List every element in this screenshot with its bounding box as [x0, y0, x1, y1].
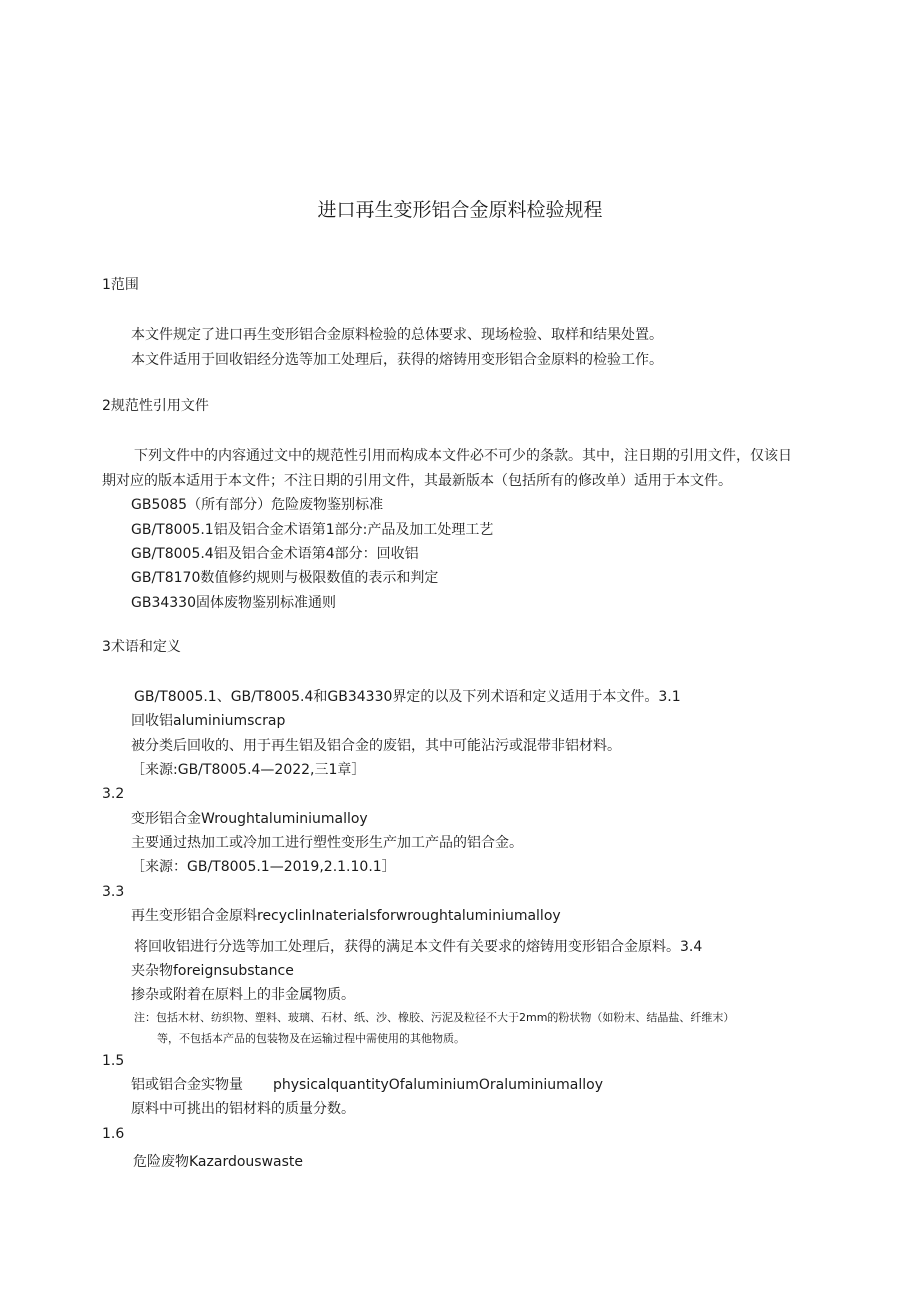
term-1-5-name-cn: 铝或铝合金实物量	[131, 1077, 243, 1093]
term-3-4-definition: 掺杂或附着在原料上的非金属物质。	[131, 987, 355, 1003]
section-3-heading: 3术语和定义	[102, 639, 181, 655]
term-1-5-number: 1.5	[102, 1053, 125, 1069]
term-3-2-source: ［来源：GB/T8005.1—2019,2.1.10.1］	[131, 859, 396, 875]
term-3-3-number: 3.3	[102, 884, 125, 900]
term-3-1-definition: 被分类后回收的、用于再生铝及铝合金的废铝，其中可能沾污或混带非铝材料。	[131, 738, 621, 754]
term-3-4-name: 夹杂物foreignsubstance	[131, 963, 294, 979]
term-1-5-definition: 原料中可挑出的铝材料的质量分数。	[131, 1101, 355, 1117]
term-1-6-number: 1.6	[102, 1126, 125, 1142]
reference-item: GB/T8005.4铝及铝合金术语第4部分：回收铝	[131, 546, 419, 562]
reference-item: GB5085（所有部分）危险废物鉴别标准	[131, 497, 384, 513]
term-1-5-name-en: physicalquantityOfaluminiumOraluminiumalloy	[273, 1077, 603, 1093]
term-1-5-name	[131, 1076, 603, 1094]
term-3-4-note-line-1: 注：包括木材、纺织物、塑料、玻璃、石材、纸、沙、橡胶、污泥及粒径不大于2mm的粉状物（如粉末、结晶盐、纤维末）	[134, 1011, 735, 1024]
reference-item: GB/T8170数值修约规则与极限数值的表示和判定	[131, 570, 439, 586]
term-3-1-name: 回收铝aluminiumscrap	[131, 713, 286, 729]
document-title: 进口再生变形铝合金原料检验规程	[317, 199, 603, 221]
term-3-1-source: ［来源:GB/T8005.4—2022,三1章］	[131, 762, 366, 778]
term-1-6-name: 危险废物Kazardouswaste	[133, 1154, 303, 1170]
term-3-2-name: 变形铝合金Wroughtaluminiumalloy	[131, 811, 368, 827]
section-1-heading: 1范围	[102, 277, 139, 293]
section-2-paragraph-line-2: 期对应的版本适用于本文件；不注日期的引用文件，其最新版本（包括所有的修改单）适用于本文件。	[102, 473, 732, 489]
section-2-heading: 2规范性引用文件	[102, 398, 209, 414]
section-3-intro: GB/T8005.1、GB/T8005.4和GB34330界定的以及下列术语和定义适用于本文件。3.1	[134, 689, 681, 705]
term-3-2-number: 3.2	[102, 786, 125, 802]
term-3-3-definition: 将回收铝进行分选等加工处理后，获得的满足本文件有关要求的熔铸用变形铝合金原料。3.4	[134, 939, 703, 955]
term-3-3-name: 再生变形铝合金原料recyclinInaterialsforwroughtaluminiumalloy	[131, 908, 561, 924]
reference-item: GB/T8005.1铝及铝合金术语第1部分:产品及加工处理工艺	[131, 522, 494, 538]
reference-item: GB34330固体废物鉴别标准通则	[131, 595, 336, 611]
section-1-paragraph-2: 本文件适用于回收铝经分选等加工处理后，获得的熔铸用变形铝合金原料的检验工作。	[131, 352, 663, 368]
section-1-paragraph-1: 本文件规定了进口再生变形铝合金原料检验的总体要求、现场检验、取样和结果处置。	[131, 327, 663, 343]
term-3-2-definition: 主要通过热加工或冷加工进行塑性变形生产加工产品的铝合金。	[131, 835, 523, 851]
term-3-4-note-line-2: 等，不包括本产品的包装物及在运输过程中需使用的其他物质。	[157, 1032, 465, 1045]
section-2-paragraph-line-1: 下列文件中的内容通过文中的规范性引用而构成本文件必不可少的条款。其中，注日期的引用文件，仅该日	[134, 448, 792, 464]
